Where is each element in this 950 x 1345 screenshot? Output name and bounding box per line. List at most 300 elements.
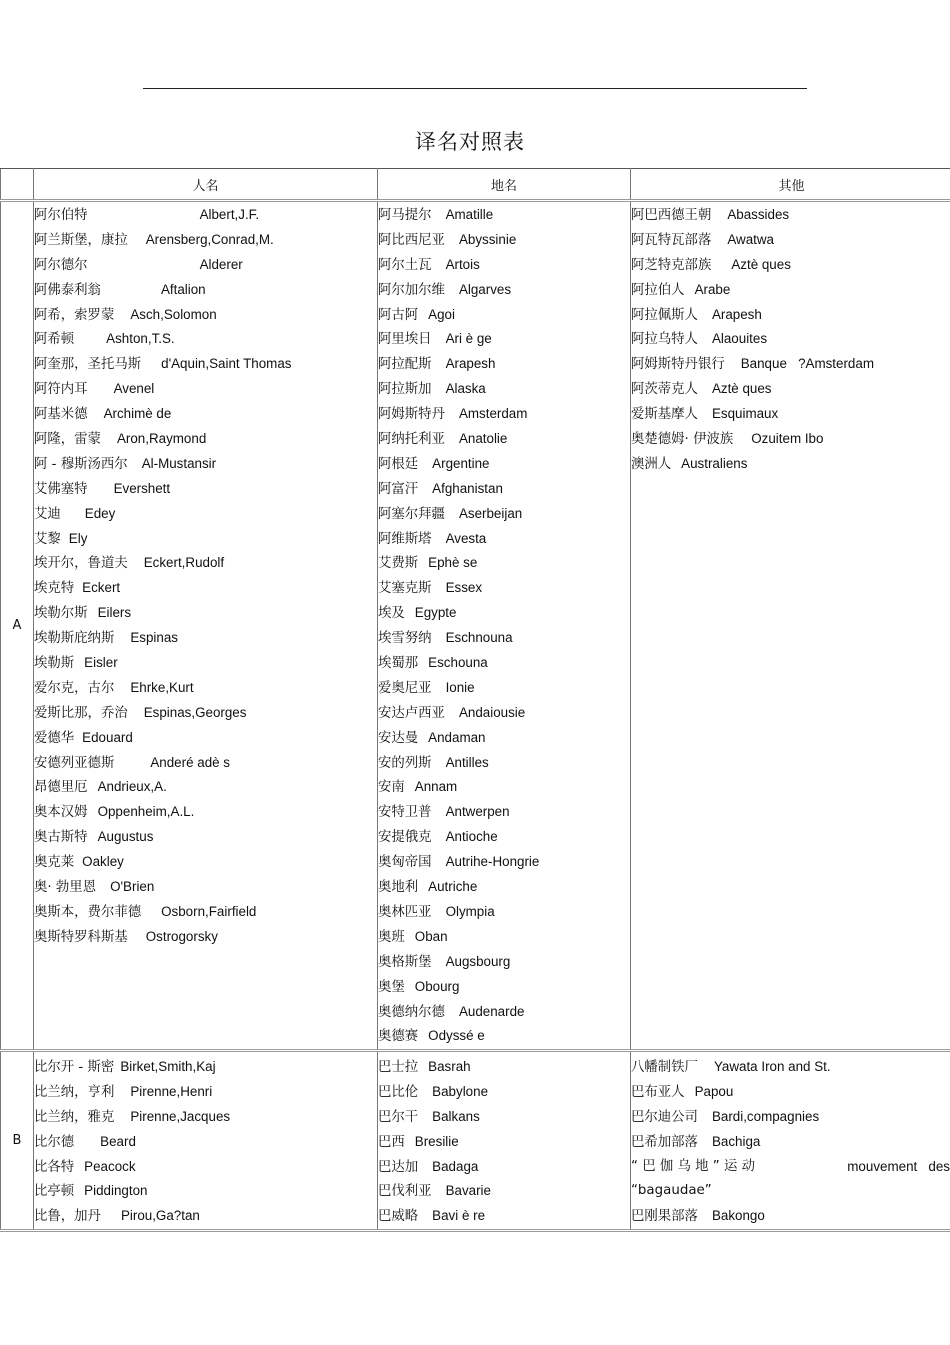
person-entry-en: Birket,Smith,Kaj [120,1059,216,1074]
other-entry-en: Arapesh [711,306,762,322]
other-entry [631,402,950,427]
place-entry [378,975,630,1000]
person-entry-en: Pirenne,Henri [130,1083,213,1099]
place-entry-en: Andaiousie [458,704,526,720]
person-entry-en: Pirou,Ga?tan [120,1208,200,1224]
other-entry-zh: 阿芝特克部族 [631,257,712,273]
place-entry-en: Basrah [428,1059,471,1074]
person-entry [34,1080,377,1105]
place-entry-en: Audenarde [458,1003,525,1019]
place-entry [378,1080,630,1105]
other-entry [631,352,950,377]
person-entry [34,452,377,477]
place-entry [378,1130,630,1155]
header-places: 地名 [378,169,631,201]
person-entry-zh: 埃勒尔斯 [34,606,88,622]
glossary-table [0,168,950,1232]
person-entry-zh: 阿奎那，圣托马斯 [34,357,142,373]
person-entry-zh: 爱尔克，古尔 [34,680,115,696]
person-entry-zh: 奥斯本，费尔菲德 [34,904,142,920]
other-entry [631,327,950,352]
other-entry-zh: 爱斯基摩人 [631,407,698,423]
place-entry [378,352,630,377]
person-entry [34,651,377,676]
place-entry-en: Annam [414,779,458,795]
place-entry-en: Amsterdam [458,406,528,422]
place-entry [378,576,630,601]
place-entry [378,253,630,278]
place-entry-zh: 埃及 [378,606,405,622]
other-entry [631,1080,950,1105]
person-entry [34,352,377,377]
other-entry-zh: 巴布亚人 [631,1084,685,1100]
place-entry [378,751,630,776]
place-entry-zh: 埃雪努纳 [378,631,432,647]
place-entry [378,875,630,900]
place-entry [378,900,630,925]
person-entry [34,253,377,278]
place-entry [378,726,630,751]
place-entry [378,303,630,328]
place-entry [378,1055,630,1080]
person-entry [34,875,377,900]
person-entry-en: Beard [100,1133,136,1149]
person-entry-en: Espinas [130,630,178,646]
person-entry-zh: 爱斯比那，乔治 [34,705,128,721]
other-entry-en: Arabe [694,281,731,297]
place-entry [378,278,630,303]
other-entry-en: mouvement des [847,1158,950,1174]
person-entry-en: O'Brien [110,879,155,895]
header-letter [1,169,34,201]
person-entry-zh: 比鲁，加丹 [34,1209,101,1225]
place-entry [378,601,630,626]
other-entry [631,303,950,328]
section-b-places [378,1051,631,1231]
place-entry-zh: 奥地利 [378,880,419,896]
place-entry-en: Andaman [428,729,486,745]
place-entry-en: Babylone [432,1083,489,1099]
other-entry [631,452,950,477]
other-entry-en: Aztè ques [731,256,791,272]
place-entry [378,626,630,651]
place-entry [378,701,630,726]
person-entry-en: Oppenheim,A.L. [97,804,195,820]
place-entry-zh: 奥匈帝国 [378,855,432,871]
place-entry-en: Artois [445,256,480,272]
person-entry [34,427,377,452]
person-entry [34,551,377,576]
person-entry-en: Espinas,Georges [143,704,247,720]
other-entry-zh: 澳洲人 [631,456,672,472]
other-entry [631,1105,950,1130]
person-entry-zh: 艾迪 [34,506,61,522]
person-entry [34,1105,377,1130]
other-entry [631,1179,950,1204]
place-entry-en: Olympia [445,903,495,919]
person-entry [34,925,377,950]
place-entry-zh: 安达卢西亚 [378,705,445,721]
other-entry-zh: 巴希加部落 [631,1134,698,1150]
section-a-places [378,201,631,1051]
person-entry-en: Pirenne,Jacques [130,1108,231,1124]
place-entry [378,327,630,352]
person-entry-en: Eilers [97,605,132,621]
place-entry-zh: 埃蜀那 [378,656,419,672]
person-entry-zh: 艾黎 [34,531,61,547]
person-entry [34,1204,377,1229]
person-entry [34,203,377,228]
place-entry-zh: 爱奥尼亚 [378,680,432,696]
place-entry-zh: 阿姆斯特丹 [378,407,445,423]
person-entry [34,477,377,502]
place-entry-zh: 奥班 [378,929,405,945]
person-entry-zh: 奥克莱 [34,855,75,871]
other-entry [631,1204,950,1229]
other-entry-zh: “ 巴 伽 乌 地 ” 运 动 [631,1158,756,1174]
place-entry-en: Aserbeijan [458,505,523,521]
person-entry-en: Oakley [82,854,124,870]
person-entry-zh: 比兰纳，雅克 [34,1109,115,1125]
person-entry-zh: 阿希，索罗蒙 [34,307,115,323]
place-entry-en: Afghanistan [432,480,503,496]
other-entry-en: Alaouites [711,331,768,347]
person-entry-zh: 阿佛泰利翁 [34,282,101,298]
person-entry [34,751,377,776]
place-entry-zh: 阿纳托利亚 [378,432,445,448]
person-entry-en: Asch,Solomon [130,306,217,322]
other-entry [631,253,950,278]
place-entry-zh: 阿根廷 [378,456,419,472]
place-entry-en: Bresilie [414,1133,459,1149]
place-entry-zh: 阿尔加尔维 [378,282,445,298]
place-entry [378,925,630,950]
other-entry-zh: 阿拉佩斯人 [631,307,698,323]
person-entry-zh: 阿尔德尔 [34,257,88,273]
person-entry [34,377,377,402]
header-persons: 人名 [34,169,378,201]
place-entry-zh: 阿拉斯加 [378,382,432,398]
other-entry-en: Aztè ques [711,381,772,397]
place-entry-zh: 巴伐利亚 [378,1184,432,1200]
person-entry [34,900,377,925]
person-entry-en: Archimè de [103,406,172,422]
person-entry-zh: 比尔德 [34,1134,75,1150]
other-entry-zh: 阿巴西德王朝 [631,208,712,223]
place-entry [378,527,630,552]
place-entry [378,452,630,477]
place-entry-zh: 奥林匹亚 [378,904,432,920]
place-entry [378,651,630,676]
place-entry [378,1024,630,1049]
person-entry [34,775,377,800]
place-entry [378,825,630,850]
other-entry-en: Bakongo [711,1208,765,1224]
person-entry [34,800,377,825]
person-entry [34,676,377,701]
place-entry-en: Autrihe-Hongrie [445,854,540,870]
page-title: 译名对照表 [415,130,525,154]
person-entry-zh: 埃克特 [34,581,75,597]
person-entry-zh: 安德列亚德斯 [34,755,115,771]
other-entry-en: Bachiga [711,1133,761,1149]
person-entry [34,228,377,253]
person-entry-en: d'Aquin,Saint Thomas [161,356,292,372]
person-entry-en: Albert,J.F. [199,207,260,222]
place-entry-zh: 阿塞尔拜疆 [378,506,445,522]
person-entry [34,626,377,651]
place-entry [378,203,630,228]
place-entry-zh: 阿马提尔 [378,208,432,223]
place-entry [378,1204,630,1229]
person-entry-zh: 比尔开 - 斯密 [34,1060,115,1075]
person-entry [34,303,377,328]
place-entry-zh: 艾费斯 [378,556,419,572]
person-entry [34,278,377,303]
place-entry-zh: 奥德纳尔德 [378,1004,445,1020]
place-entry-zh: 巴士拉 [378,1060,419,1075]
place-entry-zh: 巴比伦 [378,1084,419,1100]
place-entry-zh: 安的列斯 [378,755,432,771]
other-entry-en: Banque ?Amsterdam [740,356,874,372]
place-entry-zh: 阿比西尼亚 [378,232,445,248]
place-entry-zh: 奥堡 [378,979,405,995]
person-entry [34,402,377,427]
other-entry [631,1155,950,1180]
place-entry [378,402,630,427]
other-entry-zh: 阿茨蒂克人 [631,382,698,398]
person-entry [34,327,377,352]
other-entry [631,203,950,228]
other-entry [631,1055,950,1080]
section-a-others [631,201,950,1051]
other-entry-en: Awatwa [727,231,774,247]
place-entry-en: Alaska [445,381,486,397]
place-entry-en: Eschouna [428,655,488,671]
place-entry-zh: 艾塞克斯 [378,581,432,597]
person-entry-zh: 奥斯特罗科斯基 [34,929,128,945]
place-entry-en: Bavarie [445,1183,491,1199]
person-entry-en: Aftalion [160,281,206,297]
place-entry-zh: 阿富汗 [378,481,419,497]
place-entry-en: Abyssinie [458,231,517,247]
person-entry-zh: 阿符内耳 [34,382,88,398]
person-entry-zh: 阿基米德 [34,407,88,423]
place-entry-zh: 安达曼 [378,730,419,746]
section-letter-b: B [1,1051,34,1231]
section-b-persons [34,1051,378,1231]
place-entry-en: Ionie [445,679,475,695]
place-entry-en: Antioche [445,829,498,845]
person-entry-en: Eisler [84,655,118,671]
person-entry-en: Augustus [97,829,154,845]
other-entry-zh: 阿瓦特瓦部落 [631,232,712,248]
person-entry [34,601,377,626]
place-entry-en: Egypte [414,605,457,621]
section-a-row [1,201,950,1051]
place-entry [378,1179,630,1204]
person-entry-en: Alderer [199,256,243,272]
place-entry-en: Arapesh [445,356,496,372]
person-entry-en: Ely [68,530,88,546]
other-entry-en: Ozuitem Ibo [751,431,824,447]
place-entry-zh: 阿拉配斯 [378,357,432,373]
other-entry-zh: 巴刚果部落 [631,1209,698,1225]
person-entry [34,576,377,601]
person-entry-zh: 阿 - 穆斯汤西尔 [34,456,128,472]
place-entry [378,502,630,527]
person-entry [34,850,377,875]
place-entry [378,1000,630,1025]
place-entry-en: Oban [414,928,448,944]
person-entry-en: Eckert [82,580,121,596]
place-entry [378,427,630,452]
person-entry-zh: 昂德里厄 [34,780,88,796]
person-entry-en: Peacock [84,1158,136,1174]
other-entry [631,377,950,402]
other-entry-en: Australiens [681,455,748,471]
person-entry-zh: 阿隆，雷蒙 [34,432,101,448]
person-entry-en: Avenel [113,381,155,397]
place-entry-en: Badaga [432,1158,479,1174]
section-b-row [1,1051,950,1231]
other-entry-en: Yawata Iron and St. [713,1059,831,1074]
place-entry [378,477,630,502]
other-entry-zh: 阿姆斯特丹银行 [631,357,725,373]
person-entry-zh: 埃勒斯庇纳斯 [34,631,115,647]
place-entry [378,850,630,875]
person-entry [34,726,377,751]
place-entry-en: Odyssé e [428,1028,485,1044]
person-entry-zh: 埃勒斯 [34,656,75,672]
other-entry-en: Abassides [727,207,790,222]
person-entry-zh: 奥本汉姆 [34,805,88,821]
place-entry-en: Algarves [458,281,512,297]
person-entry-en: Aron,Raymond [116,431,207,447]
place-entry-en: Obourg [414,978,460,994]
person-entry-en: Ehrke,Kurt [130,679,194,695]
person-entry-en: Al-Mustansir [141,455,217,471]
person-entry-zh: 阿希顿 [34,332,75,348]
other-entry-en: Esquimaux [711,406,779,422]
place-entry-zh: 阿维斯塔 [378,531,432,547]
place-entry-en: Avesta [445,530,487,546]
person-entry-en: Evershett [113,480,171,496]
person-entry [34,1055,377,1080]
other-entry-zh: 阿拉伯人 [631,282,685,298]
place-entry [378,1155,630,1180]
other-entry [631,228,950,253]
other-entry-zh: 八幡制铁厂 [631,1060,698,1075]
place-entry-en: Balkans [432,1108,480,1124]
place-entry [378,377,630,402]
person-entry [34,502,377,527]
place-entry-zh: 安提俄克 [378,830,432,846]
person-entry-zh: 奥古斯特 [34,830,88,846]
person-entry-en: Osborn,Fairfield [161,903,257,919]
section-b-others [631,1051,950,1231]
place-entry [378,1105,630,1130]
header-others: 其他 [631,169,950,201]
person-entry-en: Piddington [84,1183,148,1199]
other-entry-zh: “bagaudae” [631,1183,712,1199]
place-entry-en: Essex [445,580,483,596]
place-entry-zh: 安南 [378,780,405,796]
person-entry [34,825,377,850]
person-entry-en: Arensberg,Conrad,M. [145,231,274,247]
place-entry [378,775,630,800]
person-entry-zh: 爱德华 [34,730,75,746]
person-entry-en: Ashton,T.S. [106,331,175,347]
person-entry-en: Eckert,Rudolf [143,555,225,571]
place-entry-zh: 阿尔土瓦 [378,257,432,273]
place-entry-en: Antwerpen [445,804,510,820]
person-entry-zh: 埃开尔，鲁道夫 [34,556,128,572]
person-entry [34,1179,377,1204]
person-entry-zh: 比各特 [34,1159,75,1175]
place-entry-zh: 安特卫普 [378,805,432,821]
person-entry-zh: 阿兰斯堡，康拉 [34,232,128,248]
place-entry-en: Anatolie [458,431,508,447]
person-entry-en: Ostrogorsky [145,928,218,944]
person-entry-en: Edouard [82,729,133,745]
person-entry-zh: 比亭顿 [34,1184,75,1200]
person-entry-en: Edey [84,505,116,521]
place-entry-zh: 巴尔干 [378,1109,419,1125]
other-entry-en: Bardi,compagnies [711,1108,820,1124]
other-entry-en: Papou [694,1083,734,1099]
other-entry-zh: 阿拉乌特人 [631,332,698,348]
other-entry-zh: 奥楚德姆· 伊波族 [631,432,734,448]
person-entry [34,701,377,726]
place-entry-en: Bavi è re [432,1208,486,1224]
place-entry-en: Agoi [428,306,455,322]
place-entry-zh: 巴西 [378,1134,405,1150]
place-entry-zh: 巴达加 [378,1159,419,1175]
person-entry-zh: 奥· 勃里恩 [34,880,97,896]
other-entry [631,427,950,452]
place-entry-en: Autriche [428,879,478,895]
header-row [1,169,950,201]
section-letter-a: A [1,201,34,1051]
place-entry-en: Amatille [445,207,494,222]
place-entry-zh: 阿古阿 [378,307,419,323]
place-entry [378,676,630,701]
place-entry [378,551,630,576]
other-entry [631,1130,950,1155]
place-entry-zh: 奥格斯堡 [378,954,432,970]
place-entry-en: Eschnouna [445,630,513,646]
person-entry-zh: 艾佛塞特 [34,481,88,497]
person-entry-zh: 比兰纳，亨利 [34,1084,115,1100]
header-rule [143,88,807,89]
place-entry-en: Augsbourg [445,953,511,969]
place-entry-en: Ari è ge [445,331,492,347]
place-entry-en: Argentine [432,455,490,471]
person-entry-en: Andrieux,A. [97,779,167,795]
person-entry-en: Anderé adè s [150,754,231,770]
place-entry-zh: 奥德赛 [378,1029,419,1045]
place-entry-zh: 阿里埃日 [378,332,432,348]
person-entry-zh: 阿尔伯特 [34,208,88,223]
place-entry-en: Antilles [445,754,489,770]
place-entry-zh: 巴威略 [378,1209,419,1225]
place-entry [378,228,630,253]
other-entry-zh: 巴尔迪公司 [631,1109,698,1125]
person-entry [34,527,377,552]
section-a-persons [34,201,378,1051]
person-entry [34,1130,377,1155]
